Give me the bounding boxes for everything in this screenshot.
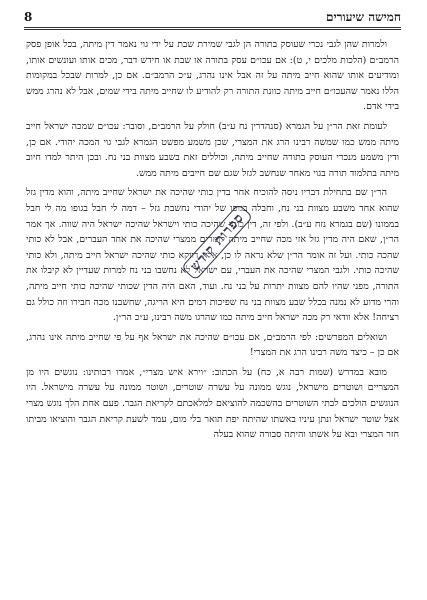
paragraph: הר״ן שם בתחילת דבריו ניסה להוכיח אחר בדין כותי שהיכה את ישראל שחייב מיתה, והוא מדין גזל שהוא אחד משבע מצוות בני נח, וחבלה בגופו של יהודי נחשבת גזל – דמה לי חבל בגופו מה לי חבל בממונו (שם בגמרא נזח ע״ב). ולפי זה, דין כותי שהיכה כותי וישראל שהיכה ישראל היה שווה. אך אמר הר״ן, שאם היה מדין גזל אזי מכה שחייב מיתה לומדים ממצרי שהיכה את אחד העברים, אבל לא כותי שהכה כותי. ועל זה אומר הר״ן שלא נראה לו כן, אלא דווקא כותי שהיכה ישראל חייב מיתה, ולא כותי שהיכה כותי. ולגבי המצרי שהיכה את העברי, עם ישראל לא נחשבו בני נח למרות שעדיין לא קיבלו את התורה, מפני שהיו להם מצוות יתרות על בני נח. ועוד, האם היה הדין שכותי שהיכה כותי חייב מיתה, והרי מדוע לא נמנה בכלל שבע מצוות בני נח שפיכות דמים היא הריגה, שחשבנו מכה חבירו וזה כולל גם רציחה! אלא וודאי רק מכה ישראל חייב מיתה כמו שהרגו משה רבינו, ע״כ הר״ן. bbox=[26, 187, 400, 324]
paragraph: ולמרות שהן לגבי נכרי שעוסק בתורה הן לגבי שמירת שבת על ידי גוי נאמר דין מיתה, בכל אופן פסק הרמב״ם (הלכות מלכים י, ט): אם עכו״ם עסק בתורה או שבת או חידש דבר, מכים אותו ועונשים אותו, ומודיעים אותו שהוא חייב מיתה על זה אבל אינו נהרג, ע״כ הרמב״ם. אם כן, למרות שבכל במקומות הללו נאמר שהעכו״ם חייב מיתה כוונת התורה רק להודיע לו שחייב מיתה בידי שמים, אבל לא נהרג ממש בידי אדם. bbox=[25, 39, 399, 113]
paragraph: ושואלים המפרשים: לפי הרמב״ם, אם עכו״ם שהיכה את ישראל אף על פי שחייב מיתה אינו נהרג, אם כן – כיצד משה רבינו הרג את המצרי! bbox=[26, 331, 399, 359]
page-header bbox=[24, 8, 401, 26]
running-title: חמישה שיעורים bbox=[326, 9, 401, 24]
paragraph: לעומת זאת הר״ן על הגמרא (סנהדרין נח ע״ב) חולק על הרמב״ם, וסובר: עכו״ם שמכה ישראל חייב מיתה ממש כמו שמשה רבינו הרג את המצרי, שכן משמע מפשט הגמרא לגבי גוי המכה יהודי. אם כן, ודין משמע מנכרי העוסק בתורה שחייב מיתה, וכוללים זאת בשבע מצוות בני נח. ובכן היתר למדו חיוב מיתה בתלמוד תורה בגוי מאחר שנחשב לגזל שגם שם חייבים מיתה ממש. bbox=[26, 120, 399, 179]
paragraph: מובא במדרש (שמות רבה א, כח) על הכתוב: ״וירא איש מצרי״, אמרו רבותינו: נוגשים היו מן המצריים ושוטרים מישראל, נוגש ממונה על עשרה שוטרים, ושוטר ממונה על עשרה מישראל. היו הנוגשים הולכים לבתי השוטרים בהשכמה להוציאם למלאכתם לקריאת הגבר. פעם אחת הלך נוגש מצרי אצל שוטר ישראל ונתן עיניו באשתו שהיתה יפת תואר בלי מום, עמד לשעת קריאת הגבר והוציאו מביתו חזר המצרי ובא על אשתו והיתה סבורה שהוא בעלה bbox=[26, 366, 399, 441]
header-rule-secondary bbox=[24, 29, 401, 30]
header-rule bbox=[24, 27, 401, 28]
library-stamp: ספרות קודש bbox=[181, 203, 254, 281]
page-number: 8 bbox=[24, 10, 33, 24]
